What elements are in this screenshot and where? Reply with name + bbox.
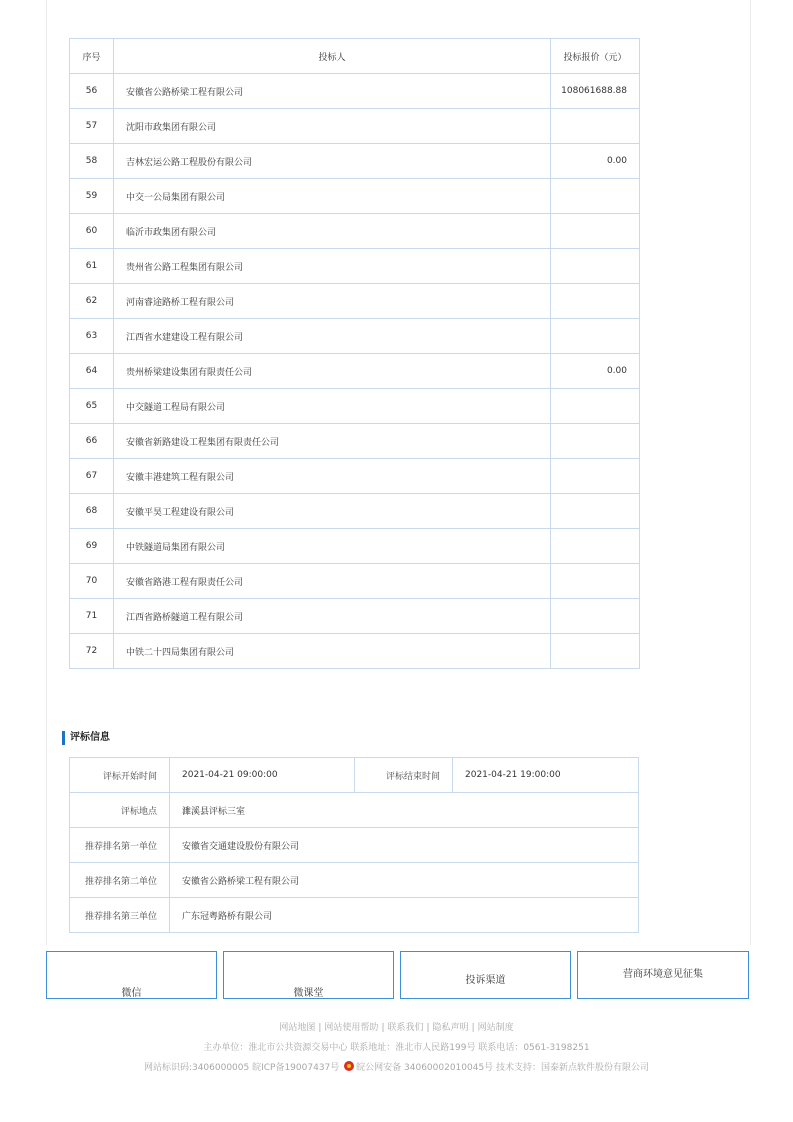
row-bidder: 安徽省新路建设工程集团有限责任公司 [114,424,551,459]
eval-start-value: 2021-04-21 09:00:00 [170,758,355,793]
row-bidder: 中交隧道工程局有限公司 [114,389,551,424]
table-header-row [70,39,640,74]
eval-row-second [70,863,639,898]
eval-second-label: 推荐排名第二单位 [70,863,170,898]
row-price: 0.00 [551,144,640,179]
row-bidder: 吉林宏运公路工程股份有限公司 [114,144,551,179]
quick-links [46,951,749,1001]
table-row [70,564,640,599]
footer-link-help[interactable]: 网站使用帮助 [324,1023,379,1033]
row-price [551,249,640,284]
wechat-tile-label: 微信 [121,988,142,999]
footer-link-contact[interactable]: 联系我们 [387,1023,424,1033]
row-price [551,389,640,424]
table-row [70,179,640,214]
eval-row-place [70,793,639,828]
eval-end-label: 评标结束时间 [355,758,453,793]
row-bidder: 安徽省公路桥梁工程有限公司 [114,74,551,109]
complaint-tile-label: 投诉渠道 [465,975,506,986]
row-bidder: 安徽省路港工程有限责任公司 [114,564,551,599]
row-bidder: 河南睿途路桥工程有限公司 [114,284,551,319]
table-row [70,424,640,459]
row-price [551,634,640,669]
row-no: 57 [70,109,114,144]
evaluation-table [69,757,639,933]
footer-link-privacy[interactable]: 隐私声明 [432,1023,469,1033]
row-bidder: 中铁二十四局集团有限公司 [114,634,551,669]
row-no: 63 [70,319,114,354]
header-no: 序号 [70,39,114,74]
footer-links: 网站地图 | 网站使用帮助 | 联系我们 | 隐私声明 | 网站制度 [279,1023,514,1033]
bidder-table [69,38,640,669]
row-price [551,179,640,214]
row-bidder: 贵州桥梁建设集团有限责任公司 [114,354,551,389]
eval-end-value: 2021-04-21 19:00:00 [453,758,639,793]
eval-place-label: 评标地点 [70,793,170,828]
row-no: 66 [70,424,114,459]
row-no: 68 [70,494,114,529]
footer-police-record: 皖公网安备 34060002010045号 技术支持：国泰新点软件股份有限公司 [356,1063,650,1073]
row-price [551,109,640,144]
row-no: 62 [70,284,114,319]
eval-place-value: 濉溪县评标三室 [170,793,639,828]
micro-class-tile-label: 微课堂 [293,988,324,999]
row-price [551,459,640,494]
row-price [551,529,640,564]
eval-second-value: 安徽省公路桥梁工程有限公司 [170,863,639,898]
section-title-evaluation: 评标信息 [62,731,110,745]
row-bidder: 江西省路桥隧道工程有限公司 [114,599,551,634]
table-row [70,494,640,529]
row-price [551,564,640,599]
table-row [70,389,640,424]
row-bidder: 贵州省公路工程集团有限公司 [114,249,551,284]
row-price [551,284,640,319]
row-no: 64 [70,354,114,389]
row-bidder: 临沂市政集团有限公司 [114,214,551,249]
row-bidder: 安徽丰港建筑工程有限公司 [114,459,551,494]
row-no: 69 [70,529,114,564]
footer-link-sitemap[interactable]: 网站地图 [279,1023,316,1033]
table-row [70,459,640,494]
wechat-tile[interactable] [46,951,217,999]
footer-host: 主办单位：淮北市公共资源交易中心 联系地址：淮北市人民路199号 联系电话：0561-3198251 [203,1043,590,1053]
eval-row-time [70,758,639,793]
table-row [70,109,640,144]
row-price [551,494,640,529]
header-bidder: 投标人 [114,39,551,74]
eval-start-label: 评标开始时间 [70,758,170,793]
row-bidder: 中铁隧道局集团有限公司 [114,529,551,564]
table-row [70,529,640,564]
eval-row-third [70,898,639,933]
row-price: 0.00 [551,354,640,389]
business-env-tile[interactable] [577,951,749,999]
row-no: 60 [70,214,114,249]
row-no: 65 [70,389,114,424]
row-price [551,214,640,249]
eval-third-value: 广东冠粤路桥有限公司 [170,898,639,933]
row-price [551,424,640,459]
row-bidder: 中交一公局集团有限公司 [114,179,551,214]
row-no: 67 [70,459,114,494]
eval-row-first [70,828,639,863]
table-row [70,319,640,354]
table-row [70,284,640,319]
table-row [70,249,640,284]
eval-first-value: 安徽省交通建设股份有限公司 [170,828,639,863]
header-price: 投标报价（元） [551,39,640,74]
table-row [70,144,640,179]
row-no: 70 [70,564,114,599]
row-no: 72 [70,634,114,669]
row-price [551,319,640,354]
complaint-tile[interactable] [400,951,571,999]
table-row [70,214,640,249]
row-no: 58 [70,144,114,179]
row-no: 56 [70,74,114,109]
footer-link-policy[interactable]: 网站制度 [477,1023,514,1033]
row-bidder: 安徽平昊工程建设有限公司 [114,494,551,529]
row-price: 108061688.88 [551,74,640,109]
row-no: 61 [70,249,114,284]
table-row [70,74,640,109]
row-bidder: 江西省水建建设工程有限公司 [114,319,551,354]
business-env-tile-label: 营商环境意见征集 [623,969,703,980]
police-badge-icon [344,1061,354,1071]
row-price [551,599,640,634]
footer-record [0,1060,793,1073]
micro-class-tile[interactable] [223,951,394,999]
eval-first-label: 推荐排名第一单位 [70,828,170,863]
table-row [70,634,640,669]
footer-site-id: 网站标识码:3406000005 皖ICP备19007437号 [143,1063,340,1073]
row-no: 59 [70,179,114,214]
row-no: 71 [70,599,114,634]
table-row [70,599,640,634]
eval-third-label: 推荐排名第三单位 [70,898,170,933]
table-row [70,354,640,389]
row-bidder: 沈阳市政集团有限公司 [114,109,551,144]
